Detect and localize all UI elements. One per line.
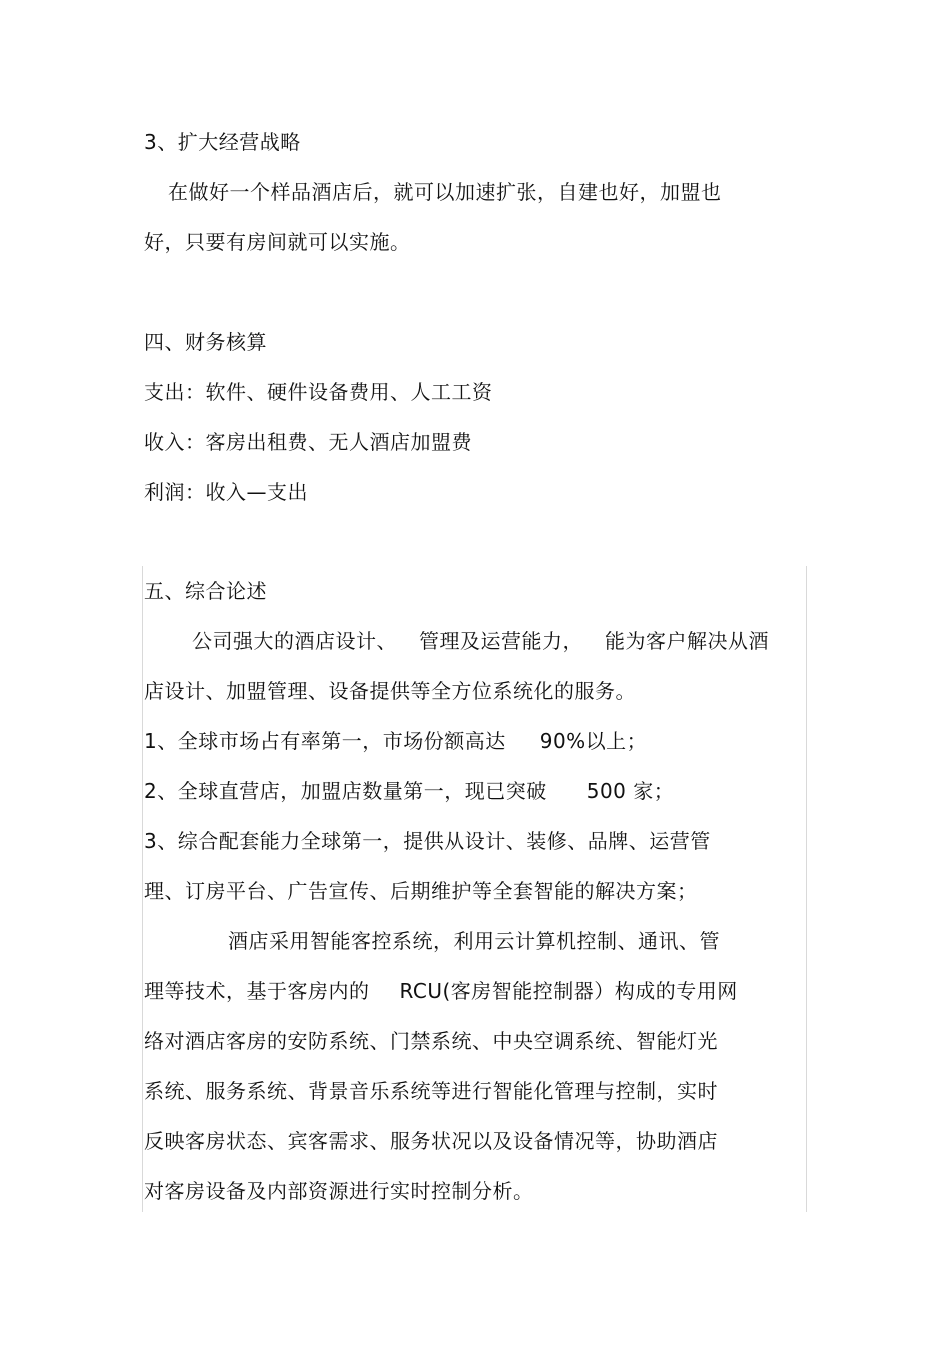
list-item-2 <box>144 778 674 804</box>
expense-line: 支出：软件、硬件设备费用、人工工资 <box>144 380 493 404</box>
section5-paragraph-line5: 反映客房状态、宾客需求、服务状况以及设备情况等，协助酒店 <box>144 1129 718 1153</box>
list-item-3-line1: 3、综合配套能力全球第一，提供从设计、装修、品牌、运营管 <box>144 829 711 853</box>
section3-heading: 3、扩大经营战略 <box>144 130 301 154</box>
section5-paragraph-line2 <box>144 978 738 1004</box>
section5-paragraph-line4: 系统、服务系统、背景音乐系统等进行智能化管理与控制，实时 <box>144 1079 718 1103</box>
section-frame-right-border <box>806 566 807 1212</box>
section5-paragraph-line3: 络对酒店客房的安防系统、门禁系统、中央空调系统、智能灯光 <box>144 1029 718 1053</box>
list-item-1 <box>144 728 647 754</box>
item2-value: 500 家； <box>586 779 675 803</box>
section5-paragraph-line6: 对客房设备及内部资源进行实时控制分析。 <box>144 1179 534 1203</box>
para2-part2: RCU(客房智能控制器）构成的专用网 <box>399 979 738 1003</box>
item1-value: 90%以上； <box>539 729 648 753</box>
intro-part1: 公司强大的酒店设计、 <box>192 629 397 653</box>
profit-line: 利润：收入—支出 <box>144 480 308 504</box>
item1-text: 1、全球市场占有率第一，市场份额高达 <box>144 729 506 753</box>
list-item-3-line2: 理、订房平台、广告宣传、后期维护等全套智能的解决方案； <box>144 879 698 903</box>
section5-intro-line2: 店设计、加盟管理、设备提供等全方位系统化的服务。 <box>144 679 636 703</box>
para2-part1: 理等技术，基于客房内的 <box>144 979 370 1003</box>
item2-text: 2、全球直营店，加盟店数量第一，现已突破 <box>144 779 547 803</box>
section4-heading: 四、财务核算 <box>144 330 267 354</box>
section5-paragraph-line1: 酒店采用智能客控系统，利用云计算机控制、通讯、管 <box>228 929 720 953</box>
intro-part2: 管理及运营能力， <box>419 629 583 653</box>
income-line: 收入：客房出租费、无人酒店加盟费 <box>144 430 472 454</box>
section5-intro-line1 <box>192 628 769 654</box>
intro-part3: 能为客户解决从酒 <box>605 629 769 653</box>
section-frame-left-border <box>142 566 143 1212</box>
section5-heading: 五、综合论述 <box>144 579 267 603</box>
section3-paragraph-line2: 好，只要有房间就可以实施。 <box>144 230 411 254</box>
section3-paragraph-line1: 在做好一个样品酒店后，就可以加速扩张，自建也好，加盟也 <box>168 180 722 204</box>
